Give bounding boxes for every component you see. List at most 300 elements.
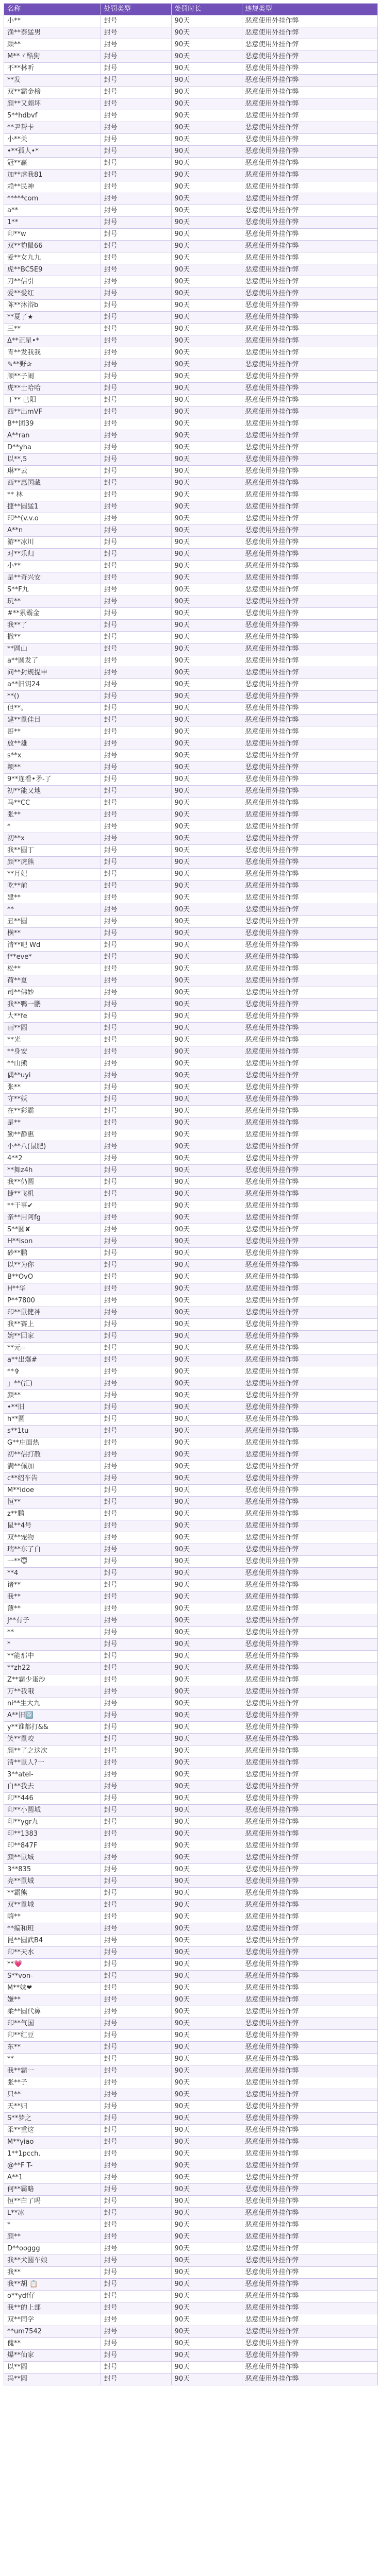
cell-name: 大**fe	[4, 1011, 101, 1023]
cell-penalty-duration: 90天	[171, 1473, 242, 1485]
table-row	[4, 1035, 378, 1046]
cell-violation-type: 恶意使用外挂作弊	[242, 1757, 377, 1769]
table-row	[4, 750, 378, 762]
cell-penalty-duration: 90天	[171, 667, 242, 679]
cell-violation-type: 恶意使用外挂作弊	[242, 312, 377, 324]
table-row	[4, 643, 378, 655]
header-row	[4, 4, 378, 15]
cell-violation-type: 恶意使用外挂作弊	[242, 655, 377, 667]
cell-penalty-type: 封号	[101, 2065, 171, 2077]
cell-penalty-type: 封号	[101, 1698, 171, 1710]
cell-violation-type: 恶意使用外挂作弊	[242, 1734, 377, 1745]
table-header	[4, 4, 378, 15]
cell-name: 爱**女九九	[4, 252, 101, 264]
cell-violation-type: 恶意使用外挂作弊	[242, 347, 377, 359]
cell-name: 我**鸭一鹏	[4, 999, 101, 1011]
table-row	[4, 987, 378, 999]
cell-violation-type: 恶意使用外挂作弊	[242, 489, 377, 501]
cell-name: c**绍车告	[4, 1473, 101, 1485]
cell-violation-type: 恶意使用外挂作弊	[242, 1793, 377, 1805]
cell-violation-type: 恶意使用外挂作弊	[242, 786, 377, 798]
cell-penalty-duration: 90天	[171, 928, 242, 940]
cell-penalty-duration: 90天	[171, 2196, 242, 2208]
cell-violation-type: 恶意使用外挂作弊	[242, 442, 377, 454]
cell-penalty-duration: 90天	[171, 1817, 242, 1828]
cell-penalty-type: 封号	[101, 584, 171, 596]
cell-name: 印**红豆	[4, 2030, 101, 2042]
cell-violation-type: 恶意使用外挂作弊	[242, 1864, 377, 1876]
cell-penalty-duration: 90天	[171, 1556, 242, 1568]
cell-penalty-duration: 90天	[171, 1947, 242, 1959]
cell-name: 我**了	[4, 620, 101, 632]
cell-penalty-duration: 90天	[171, 205, 242, 217]
cell-penalty-type: 封号	[101, 1437, 171, 1449]
cell-penalty-duration: 90天	[171, 940, 242, 952]
cell-name: 白**我去	[4, 1781, 101, 1793]
table-row	[4, 110, 378, 122]
table-row	[4, 572, 378, 584]
cell-penalty-type: 封号	[101, 264, 171, 276]
table-row	[4, 2101, 378, 2113]
cell-penalty-type: 封号	[101, 2006, 171, 2018]
cell-name: 赖**民神	[4, 181, 101, 193]
cell-violation-type: 恶意使用外挂作弊	[242, 1627, 377, 1639]
cell-name: 我**的上部	[4, 2302, 101, 2314]
cell-name: 以**圆	[4, 2362, 101, 2374]
table-row	[4, 1686, 378, 1698]
cell-penalty-duration: 90天	[171, 750, 242, 762]
cell-name: 印**鼠健神	[4, 1307, 101, 1319]
cell-name: 双**宠物	[4, 1532, 101, 1544]
cell-penalty-type: 封号	[101, 1544, 171, 1556]
cell-penalty-type: 封号	[101, 940, 171, 952]
cell-penalty-duration: 90天	[171, 999, 242, 1011]
cell-penalty-duration: 90天	[171, 2326, 242, 2338]
cell-penalty-duration: 90天	[171, 1295, 242, 1307]
cell-name: S**von-	[4, 1971, 101, 1982]
table-row	[4, 762, 378, 774]
table-row	[4, 466, 378, 478]
cell-penalty-type: 封号	[101, 312, 171, 324]
cell-name: 傀**	[4, 2338, 101, 2350]
cell-penalty-type: 封号	[101, 572, 171, 584]
header-penalty-duration: 处罚时长	[171, 4, 242, 15]
table-row	[4, 1141, 378, 1153]
table-row	[4, 1414, 378, 1426]
cell-penalty-type: 封号	[101, 134, 171, 146]
cell-violation-type: 恶意使用外挂作弊	[242, 715, 377, 726]
cell-violation-type: 恶意使用外挂作弊	[242, 2255, 377, 2267]
cell-penalty-type: 封号	[101, 1035, 171, 1046]
cell-penalty-duration: 90天	[171, 561, 242, 572]
cell-penalty-type: 封号	[101, 1402, 171, 1414]
table-row	[4, 324, 378, 335]
cell-penalty-duration: 90天	[171, 1082, 242, 1094]
cell-penalty-duration: 90天	[171, 1840, 242, 1852]
cell-violation-type: 恶意使用外挂作弊	[242, 252, 377, 264]
cell-penalty-type: 封号	[101, 288, 171, 300]
cell-penalty-type: 封号	[101, 2160, 171, 2172]
cell-penalty-duration: 90天	[171, 916, 242, 928]
cell-penalty-type: 封号	[101, 87, 171, 98]
table-row	[4, 1307, 378, 1319]
cell-name: **尹帮卡	[4, 122, 101, 134]
cell-penalty-duration: 90天	[171, 1959, 242, 1971]
cell-name: 刀**信引	[4, 276, 101, 288]
cell-penalty-duration: 90天	[171, 1805, 242, 1817]
cell-name: 颜**鼠城	[4, 1852, 101, 1864]
table-row	[4, 2208, 378, 2219]
cell-violation-type: 恶意使用外挂作弊	[242, 170, 377, 181]
cell-penalty-type: 封号	[101, 1497, 171, 1509]
cell-name: 我**	[4, 2267, 101, 2279]
cell-name: B**OvO	[4, 1272, 101, 1283]
cell-penalty-duration: 90天	[171, 51, 242, 63]
cell-penalty-duration: 90天	[171, 738, 242, 750]
table-row	[4, 1070, 378, 1082]
cell-name: 我**圆丁	[4, 845, 101, 857]
cell-penalty-duration: 90天	[171, 2208, 242, 2219]
cell-penalty-type: 封号	[101, 1793, 171, 1805]
table-row	[4, 1710, 378, 1722]
cell-violation-type: 恶意使用外挂作弊	[242, 1674, 377, 1686]
cell-violation-type: 恶意使用外挂作弊	[242, 596, 377, 608]
table-row	[4, 1745, 378, 1757]
table-row	[4, 1497, 378, 1509]
cell-name: o**ydf仔	[4, 2291, 101, 2302]
cell-violation-type: 恶意使用外挂作弊	[242, 2243, 377, 2255]
cell-violation-type: 恶意使用外挂作弊	[242, 774, 377, 786]
table-row	[4, 2291, 378, 2302]
table-row	[4, 1591, 378, 1603]
cell-name: 1**	[4, 217, 101, 229]
cell-name: 丽**圆	[4, 1023, 101, 1035]
cell-name: 捷**飞机	[4, 1189, 101, 1200]
cell-name: 1**1pcch.	[4, 2148, 101, 2160]
cell-violation-type: 恶意使用外挂作弊	[242, 359, 377, 371]
cell-violation-type: 恶意使用外挂作弊	[242, 1982, 377, 1994]
cell-penalty-duration: 90天	[171, 703, 242, 715]
cell-penalty-duration: 90天	[171, 786, 242, 798]
cell-penalty-type: 封号	[101, 2125, 171, 2137]
cell-penalty-type: 封号	[101, 1971, 171, 1982]
table-row	[4, 2184, 378, 2196]
cell-penalty-duration: 90天	[171, 2018, 242, 2030]
cell-violation-type: 恶意使用外挂作弊	[242, 1639, 377, 1651]
cell-penalty-type: 封号	[101, 726, 171, 738]
table-row	[4, 87, 378, 98]
cell-name: 万**我哦	[4, 1686, 101, 1698]
cell-name: 松**	[4, 963, 101, 975]
cell-penalty-type: 封号	[101, 537, 171, 549]
cell-penalty-type: 封号	[101, 1058, 171, 1070]
cell-violation-type: 恶意使用外挂作弊	[242, 975, 377, 987]
cell-penalty-duration: 90天	[171, 2338, 242, 2350]
table-row	[4, 1971, 378, 1982]
cell-name: 初**能又地	[4, 786, 101, 798]
cell-name: 是**奇兴安	[4, 572, 101, 584]
header-violation-type: 违规类型	[242, 4, 377, 15]
cell-penalty-type: 封号	[101, 892, 171, 904]
cell-name: 爆**仙家	[4, 2350, 101, 2362]
cell-penalty-type: 封号	[101, 999, 171, 1011]
cell-penalty-type: 封号	[101, 324, 171, 335]
cell-name: 砂**鹏	[4, 1248, 101, 1260]
cell-penalty-type: 封号	[101, 1651, 171, 1663]
table-row	[4, 2243, 378, 2255]
cell-penalty-duration: 90天	[171, 1378, 242, 1390]
cell-penalty-duration: 90天	[171, 2302, 242, 2314]
cell-violation-type: 恶意使用外挂作弊	[242, 1769, 377, 1781]
table-row	[4, 845, 378, 857]
cell-penalty-duration: 90天	[171, 15, 242, 27]
cell-name: 3**835	[4, 1864, 101, 1876]
cell-penalty-duration: 90天	[171, 1781, 242, 1793]
cell-penalty-duration: 90天	[171, 2125, 242, 2137]
cell-violation-type: 恶意使用外挂作弊	[242, 1473, 377, 1485]
cell-penalty-type: 封号	[101, 2148, 171, 2160]
cell-penalty-duration: 90天	[171, 1283, 242, 1295]
cell-name: 马**CC	[4, 798, 101, 809]
cell-penalty-type: 封号	[101, 1591, 171, 1603]
cell-penalty-type: 封号	[101, 679, 171, 691]
cell-penalty-type: 封号	[101, 2137, 171, 2148]
cell-penalty-type: 封号	[101, 466, 171, 478]
cell-name: *	[4, 821, 101, 833]
table-row	[4, 1864, 378, 1876]
cell-penalty-type: 封号	[101, 1603, 171, 1615]
cell-violation-type: 恶意使用外挂作弊	[242, 15, 377, 27]
cell-violation-type: 恶意使用外挂作弊	[242, 418, 377, 430]
table-row	[4, 134, 378, 146]
table-row	[4, 359, 378, 371]
cell-penalty-duration: 90天	[171, 1200, 242, 1212]
table-row	[4, 2018, 378, 2030]
cell-violation-type: 恶意使用外挂作弊	[242, 158, 377, 170]
cell-name: 颜**	[4, 2231, 101, 2243]
cell-penalty-type: 封号	[101, 1911, 171, 1923]
table-row	[4, 430, 378, 442]
cell-penalty-type: 封号	[101, 2196, 171, 2208]
cell-name: 小**	[4, 561, 101, 572]
cell-name: D**yha	[4, 442, 101, 454]
cell-name: 印**小圆城	[4, 1805, 101, 1817]
cell-violation-type: 恶意使用外挂作弊	[242, 1449, 377, 1461]
cell-penalty-duration: 90天	[171, 1544, 242, 1556]
cell-penalty-type: 封号	[101, 738, 171, 750]
cell-penalty-type: 封号	[101, 1141, 171, 1153]
cell-penalty-duration: 90天	[171, 324, 242, 335]
cell-name: **编和班	[4, 1923, 101, 1935]
table-row	[4, 1805, 378, 1817]
cell-penalty-type: 封号	[101, 1106, 171, 1117]
cell-name: 冠**赢	[4, 158, 101, 170]
cell-violation-type: 恶意使用外挂作弊	[242, 39, 377, 51]
cell-penalty-duration: 90天	[171, 489, 242, 501]
cell-violation-type: 恶意使用外挂作弊	[242, 1129, 377, 1141]
cell-penalty-type: 封号	[101, 2350, 171, 2362]
cell-penalty-type: 封号	[101, 928, 171, 940]
cell-penalty-duration: 90天	[171, 466, 242, 478]
table-row	[4, 158, 378, 170]
cell-penalty-duration: 90天	[171, 288, 242, 300]
cell-violation-type: 恶意使用外挂作弊	[242, 703, 377, 715]
cell-penalty-type: 封号	[101, 1627, 171, 1639]
table-row	[4, 1485, 378, 1497]
cell-penalty-type: 封号	[101, 2314, 171, 2326]
table-row	[4, 786, 378, 798]
table-row	[4, 1544, 378, 1556]
cell-violation-type: 恶意使用外挂作弊	[242, 1046, 377, 1058]
cell-violation-type: 恶意使用外挂作弊	[242, 383, 377, 395]
cell-penalty-duration: 90天	[171, 1437, 242, 1449]
cell-penalty-duration: 90天	[171, 1686, 242, 1698]
table-row	[4, 1331, 378, 1343]
cell-penalty-type: 封号	[101, 2255, 171, 2267]
cell-violation-type: 恶意使用外挂作弊	[242, 1947, 377, 1959]
cell-penalty-duration: 90天	[171, 1603, 242, 1615]
cell-violation-type: 恶意使用外挂作弊	[242, 2326, 377, 2338]
cell-violation-type: 恶意使用外挂作弊	[242, 1354, 377, 1366]
table-row	[4, 1781, 378, 1793]
table-row	[4, 1402, 378, 1414]
table-row	[4, 418, 378, 430]
cell-penalty-type: 封号	[101, 2208, 171, 2219]
cell-violation-type: 恶意使用外挂作弊	[242, 1509, 377, 1520]
cell-name: 捷**圆猛1	[4, 501, 101, 513]
cell-name: 吃**前	[4, 880, 101, 892]
table-row	[4, 75, 378, 87]
cell-penalty-duration: 90天	[171, 584, 242, 596]
cell-penalty-duration: 90天	[171, 312, 242, 324]
cell-penalty-duration: 90天	[171, 1248, 242, 1260]
cell-penalty-type: 封号	[101, 1272, 171, 1283]
table-row	[4, 1556, 378, 1568]
table-row	[4, 51, 378, 63]
cell-penalty-duration: 90天	[171, 1722, 242, 1734]
cell-name: 对**乐归	[4, 549, 101, 561]
cell-penalty-type: 封号	[101, 975, 171, 987]
cell-name: 印**847F	[4, 1840, 101, 1852]
cell-penalty-type: 封号	[101, 1295, 171, 1307]
cell-name: 游**冰川	[4, 537, 101, 549]
cell-name: *	[4, 1639, 101, 1651]
cell-violation-type: 恶意使用外挂作弊	[242, 122, 377, 134]
table-row	[4, 1627, 378, 1639]
table-row	[4, 798, 378, 809]
cell-penalty-duration: 90天	[171, 952, 242, 963]
cell-name: 陈**沐浴b	[4, 300, 101, 312]
table-row	[4, 809, 378, 821]
cell-violation-type: 恶意使用外挂作弊	[242, 264, 377, 276]
cell-violation-type: 恶意使用外挂作弊	[242, 1058, 377, 1070]
cell-name: 但**。	[4, 703, 101, 715]
table-row	[4, 584, 378, 596]
table-row	[4, 347, 378, 359]
cell-violation-type: 恶意使用外挂作弊	[242, 229, 377, 241]
cell-violation-type: 恶意使用外挂作弊	[242, 561, 377, 572]
cell-penalty-duration: 90天	[171, 146, 242, 158]
cell-name: M**idoe	[4, 1485, 101, 1497]
cell-penalty-duration: 90天	[171, 857, 242, 869]
table-row	[4, 205, 378, 217]
table-row	[4, 2148, 378, 2160]
cell-penalty-type: 封号	[101, 596, 171, 608]
cell-violation-type: 恶意使用外挂作弊	[242, 2030, 377, 2042]
cell-penalty-duration: 90天	[171, 537, 242, 549]
table-row	[4, 2302, 378, 2314]
cell-name: 建**	[4, 892, 101, 904]
cell-penalty-duration: 90天	[171, 442, 242, 454]
cell-penalty-type: 封号	[101, 1615, 171, 1627]
cell-penalty-duration: 90天	[171, 1058, 242, 1070]
cell-name: 清**吧 Wd	[4, 940, 101, 952]
cell-penalty-type: 封号	[101, 98, 171, 110]
cell-violation-type: 恶意使用外挂作弊	[242, 809, 377, 821]
cell-penalty-type: 封号	[101, 359, 171, 371]
cell-penalty-duration: 90天	[171, 2255, 242, 2267]
cell-penalty-duration: 90天	[171, 39, 242, 51]
cell-name: 青**发我我	[4, 347, 101, 359]
cell-penalty-duration: 90天	[171, 1580, 242, 1591]
cell-violation-type: 恶意使用外挂作弊	[242, 1532, 377, 1544]
cell-penalty-type: 封号	[101, 1568, 171, 1580]
table-row	[4, 904, 378, 916]
cell-penalty-duration: 90天	[171, 2101, 242, 2113]
cell-violation-type: 恶意使用外挂作弊	[242, 1900, 377, 1911]
cell-penalty-duration: 90天	[171, 1864, 242, 1876]
cell-name: B**团39	[4, 418, 101, 430]
cell-name: 薄**	[4, 1603, 101, 1615]
table-row	[4, 2350, 378, 2362]
cell-name: M**yiao	[4, 2137, 101, 2148]
cell-violation-type: 恶意使用外挂作弊	[242, 1651, 377, 1663]
cell-penalty-duration: 90天	[171, 1117, 242, 1129]
cell-violation-type: 恶意使用外挂作弊	[242, 1710, 377, 1722]
table-row	[4, 1473, 378, 1485]
cell-penalty-duration: 90天	[171, 1212, 242, 1224]
cell-name: 鼠**4号	[4, 1520, 101, 1532]
cell-penalty-duration: 90天	[171, 821, 242, 833]
cell-name: 我**	[4, 1591, 101, 1603]
cell-name: 勤**静惠	[4, 1129, 101, 1141]
cell-name: Δ**正星•*	[4, 335, 101, 347]
cell-violation-type: 恶意使用外挂作弊	[242, 110, 377, 122]
cell-name: 瑞**东了白	[4, 1544, 101, 1556]
cell-violation-type: 恶意使用外挂作弊	[242, 999, 377, 1011]
cell-penalty-duration: 90天	[171, 276, 242, 288]
cell-name: a**旧钥24	[4, 679, 101, 691]
cell-violation-type: 恶意使用外挂作弊	[242, 51, 377, 63]
cell-name: **4	[4, 1568, 101, 1580]
cell-name: **夏了★	[4, 312, 101, 324]
cell-violation-type: 恶意使用外挂作弊	[242, 572, 377, 584]
table-row	[4, 1200, 378, 1212]
table-row	[4, 1923, 378, 1935]
cell-penalty-duration: 90天	[171, 371, 242, 383]
table-row	[4, 1058, 378, 1070]
cell-penalty-duration: 90天	[171, 2267, 242, 2279]
cell-penalty-type: 封号	[101, 1639, 171, 1651]
table-row	[4, 1106, 378, 1117]
cell-penalty-type: 封号	[101, 2089, 171, 2101]
table-row	[4, 2054, 378, 2065]
cell-penalty-duration: 90天	[171, 2042, 242, 2054]
cell-penalty-type: 封号	[101, 300, 171, 312]
cell-penalty-type: 封号	[101, 276, 171, 288]
table-row	[4, 2172, 378, 2184]
cell-penalty-duration: 90天	[171, 1793, 242, 1805]
